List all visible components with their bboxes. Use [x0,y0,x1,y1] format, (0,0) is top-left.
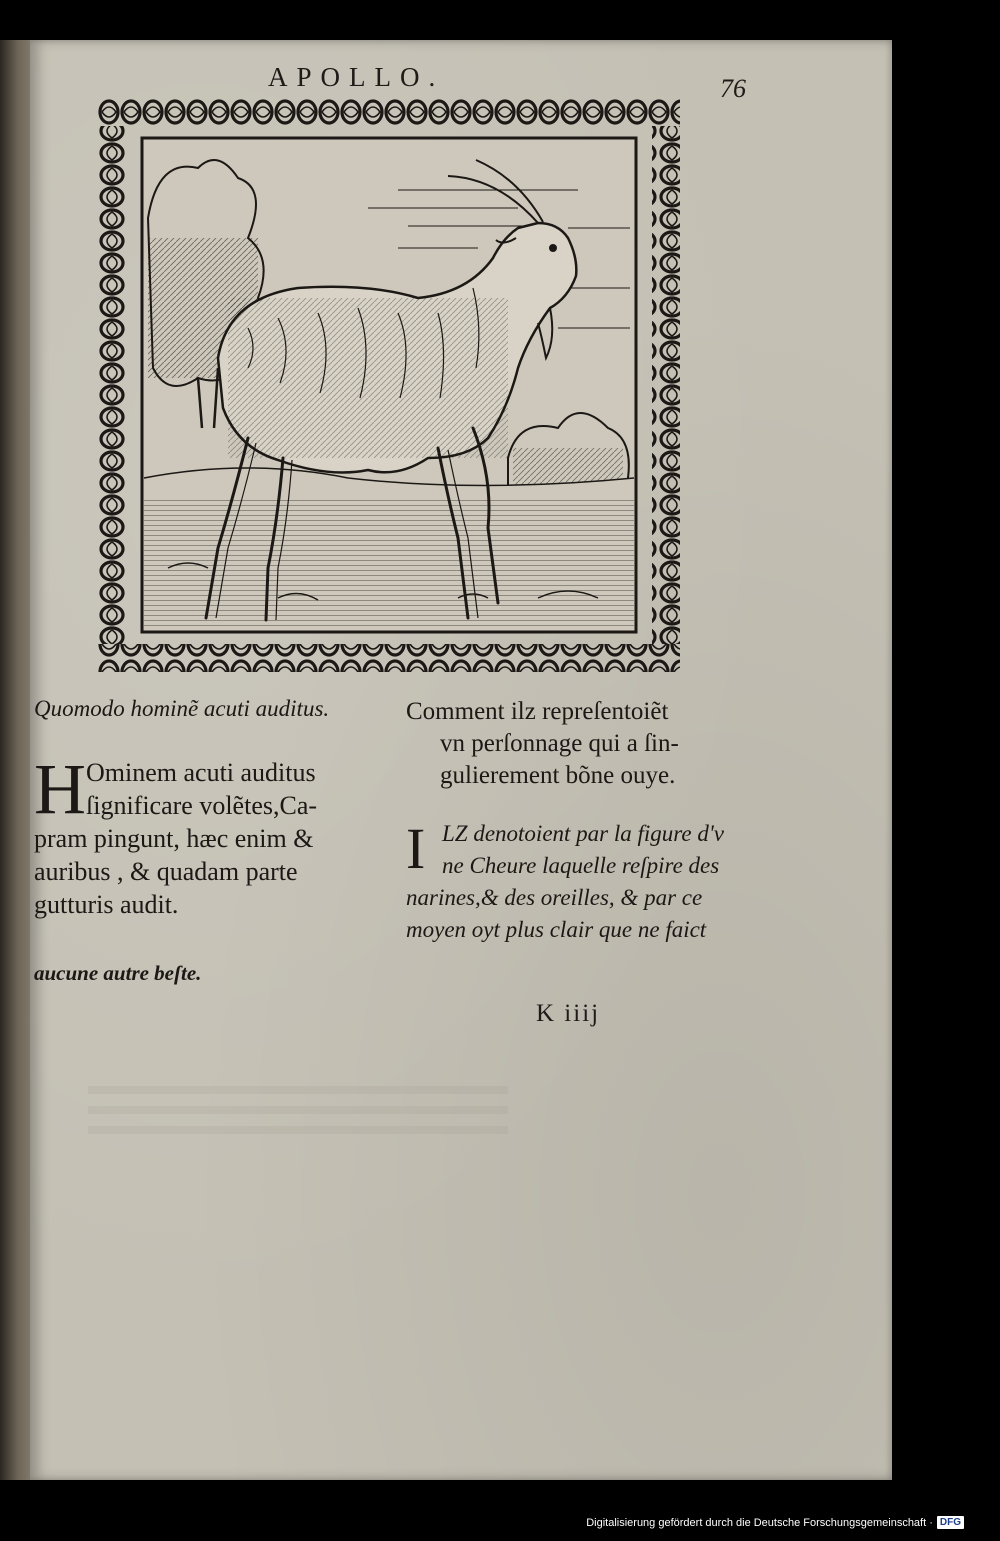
latin-column [34,696,394,986]
latin-line: Ominem acuti auditus [86,758,316,787]
show-through-text [88,1086,508,1146]
border-bottom [98,644,680,672]
latin-heading: Quomodo hominẽ acuti auditus. [34,696,330,721]
signature-mark: K iiij [536,1000,601,1027]
credit-text: Digitalisierung gefördert durch die Deutsche Forschungsgemeinschaft · [586,1516,933,1529]
digitization-credit [586,1516,964,1529]
latin-line: auribus , & quadam parte [34,857,298,886]
french-line: ne Cheure laquelle reſpire des [442,853,720,878]
french-column [406,696,766,946]
french-heading-line: gulierement bõne ouye. [440,762,676,789]
dfg-logo: DFG [937,1516,964,1529]
latin-dropcap: H [34,749,86,829]
border-left [98,126,126,644]
french-line: moyen oyt plus clair que ne faict [406,917,707,942]
french-heading-line: vn perſonnage qui a ſin- [440,730,679,757]
latin-paragraph [34,749,394,921]
border-top [98,98,680,126]
french-paragraph [406,818,766,946]
french-line: LZ denotoient par la figure d'v [442,821,724,846]
folio-number: 76 [720,74,746,103]
border-right [652,126,680,644]
latin-line: pram pingunt, hæc enim & [34,824,314,853]
goat-woodcut-illustration [98,98,680,672]
french-heading [406,696,766,792]
latin-line: gutturis audit. [34,890,179,919]
french-heading-line: Comment ilz repreſentoiẽt [406,698,669,725]
french-dropcap: I [406,816,426,881]
running-head: APOLLO. [268,62,445,92]
catchword-continuation: aucune autre beſte. [34,961,202,985]
latin-line: ſignificare volẽtes,Ca- [86,791,318,820]
french-line: narines,& des oreilles, & par ce [406,885,703,910]
book-page [30,40,892,1480]
